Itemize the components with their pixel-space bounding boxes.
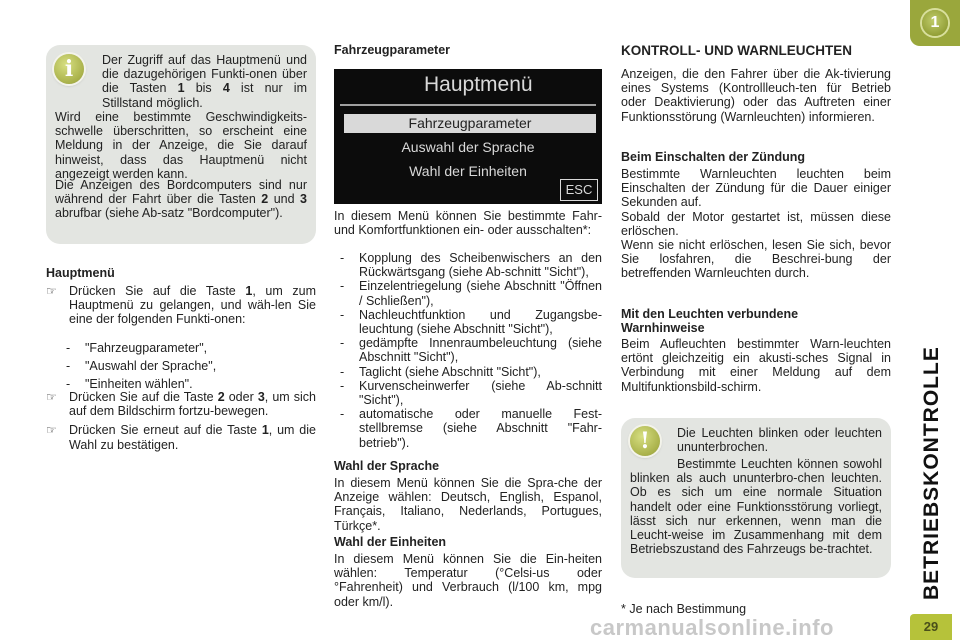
hauptmenu-heading: Hauptmenü bbox=[46, 266, 115, 280]
kontroll-intro: Anzeigen, die den Fahrer über die Ak-tivierung eines Systems (Kontrollleuch-ten für Betrieb oder Deaktivierung) oder das Auftreten einer Funktionsstörung (Warnleuchten) informieren. bbox=[621, 67, 891, 124]
screen-esc-label: ESC bbox=[560, 179, 598, 201]
screen-divider bbox=[340, 104, 596, 106]
sprache-text: In diesem Menü können Sie die Spra-che der Anzeige wählen: Deutsch, English, Espanol, Français, Italiano, Nederlands, Portugues, Türkçe*. bbox=[334, 476, 602, 533]
chapter-title-vertical: BETRIEBSKONTROLLE bbox=[920, 346, 943, 600]
fahrzeugparameter-item: - Kopplung des Scheibenwischers an den Rückwärtsgang (siehe Ab-schnitt "Sicht"), bbox=[334, 251, 602, 279]
hauptmenu-option: - "Einheiten wählen". bbox=[60, 377, 310, 391]
info-note-paragraph-3: Die Anzeigen des Bordcomputers sind nur während der Fahrt über die Tasten 2 und 3 abrufbar (siehe Ab-satz "Bordcomputer"). bbox=[55, 178, 307, 221]
screen-menu-item: Wahl der Einheiten bbox=[409, 163, 527, 179]
einschalten-paragraph-2: Sobald der Motor gestartet ist, müssen diese erlöschen. bbox=[621, 210, 891, 239]
hinweise-heading: Mit den Leuchten verbundene Warnhinweise bbox=[621, 307, 799, 335]
pointing-hand-icon: ☞ bbox=[46, 423, 57, 438]
einschalten-paragraph-3: Wenn sie nicht erlöschen, lesen Sie sich, bevor Sie losfahren, die Beschrei-bung der betreffenden Warnleuchten durch. bbox=[621, 238, 891, 281]
chapter-number-badge: 1 bbox=[922, 10, 948, 36]
fahrzeugparameter-item: - Einzelentriegelung (siehe Abschnitt "Öffnen / Schließen"), bbox=[334, 279, 602, 307]
hauptmenu-option: - "Fahrzeugparameter", bbox=[60, 341, 310, 355]
warning-note-paragraph-2: Bestimmte Leuchten können sowohl blinken als auch ununterbro-chen leuchten. Ob es sich um eine normale Situation handelt oder eine Funktionsstörung vorliegt, lässt sich nur erkennen, wenn man die Leucht-weise im Zusammenhang mit dem Betriebszustand des Fahrzeugs be-trachtet. bbox=[630, 457, 882, 557]
screen-title: Hauptmenü bbox=[424, 73, 533, 96]
fahrzeugparameter-item: - Nachleuchtfunktion und Zugangsbe-leuchtung (siehe Abschnitt "Sicht"), bbox=[334, 308, 602, 336]
fahrzeugparameter-item: - Taglicht (siehe Abschnitt "Sicht"), bbox=[334, 365, 602, 379]
info-icon: i bbox=[54, 54, 84, 84]
einheiten-text: In diesem Menü können Sie die Ein-heiten wählen: Temperatur (°Celsi-us oder °Fahrenheit) und Verbrauch (l/100 km, mpg oder km/l). bbox=[334, 552, 602, 609]
fahrzeugparameter-item: - Kurvenscheinwerfer (siehe Ab-schnitt "Sicht"), bbox=[334, 379, 602, 407]
kontroll-heading: KONTROLL- UND WARNLEUCHTEN bbox=[621, 43, 852, 58]
einheiten-heading: Wahl der Einheiten bbox=[334, 535, 447, 549]
display-screenshot bbox=[334, 69, 602, 204]
hinweise-paragraph: Beim Aufleuchten bestimmter Warn-leuchten ertönt gleichzeitig ein akusti-sches Signal in Verbindung mit einer Meldung auf dem Multifunktionsbild-schirm. bbox=[621, 337, 891, 394]
einschalten-paragraph-1: Bestimmte Warnleuchten leuchten beim Einschalten der Zündung für die Dauer einiger Sekunden auf. bbox=[621, 167, 891, 210]
fahrzeugparameter-item: - gedämpfte Innenraumbeleuchtung (siehe Abschnitt "Sicht"), bbox=[334, 336, 602, 364]
info-note-paragraph-1: Der Zugriff auf das Hauptmenü und die dazugehörigen Funkti-onen über die Tasten 1 bis 4 ist nur im Stillstand möglich. bbox=[102, 53, 307, 110]
screen-selected-item: Fahrzeugparameter bbox=[344, 114, 596, 133]
hauptmenu-step-1: ☞ Drücken Sie auf die Taste 1, um zum Hauptmenü zu gelangen, und wäh-len Sie eine der folgenden Funkti-onen: bbox=[46, 284, 316, 327]
pointing-hand-icon: ☞ bbox=[46, 284, 57, 298]
einschalten-heading: Beim Einschalten der Zündung bbox=[621, 150, 806, 164]
warning-note-paragraph-1: Die Leuchten blinken oder leuchten ununterbrochen. bbox=[677, 426, 882, 455]
exclamation-icon: ! bbox=[630, 426, 660, 456]
hauptmenu-steps bbox=[46, 284, 316, 328]
hauptmenu-option: - "Auswahl der Sprache", bbox=[60, 359, 310, 373]
page-number: 29 bbox=[910, 614, 952, 640]
footnote: * Je nach Bestimmung bbox=[621, 602, 747, 616]
info-note-paragraph-2: Wird eine bestimmte Geschwindigkeits-schwelle überschritten, so erscheint eine Meldung in der Anzeige, die Sie darauf hinweist, dass das Hauptmenü nicht angezeigt werden kann. bbox=[55, 110, 307, 181]
sprache-heading: Wahl der Sprache bbox=[334, 459, 440, 473]
watermark: carmanualsonline.info bbox=[590, 615, 834, 640]
hauptmenu-step-3: ☞ Drücken Sie erneut auf die Taste 1, um die Wahl zu bestätigen. bbox=[46, 423, 316, 452]
fahrzeugparameter-intro: In diesem Menü können Sie bestimmte Fahr- und Komfortfunktionen ein- oder ausschalten*: bbox=[334, 209, 602, 238]
fahrzeugparameter-item: - automatische oder manuelle Fest-stellbremse (siehe Abschnitt "Fahr-betrieb"). bbox=[334, 407, 602, 450]
screen-menu-item: Auswahl der Sprache bbox=[401, 139, 535, 155]
hauptmenu-options bbox=[60, 341, 310, 392]
fahrzeugparameter-list bbox=[334, 251, 602, 450]
hauptmenu-step-2: ☞ Drücken Sie auf die Taste 2 oder 3, um sich auf dem Bildschirm fortzu-bewegen. bbox=[46, 390, 316, 419]
pointing-hand-icon: ☞ bbox=[46, 390, 57, 404]
hauptmenu-steps-2 bbox=[46, 390, 316, 453]
fahrzeugparameter-heading: Fahrzeugparameter bbox=[334, 43, 451, 57]
